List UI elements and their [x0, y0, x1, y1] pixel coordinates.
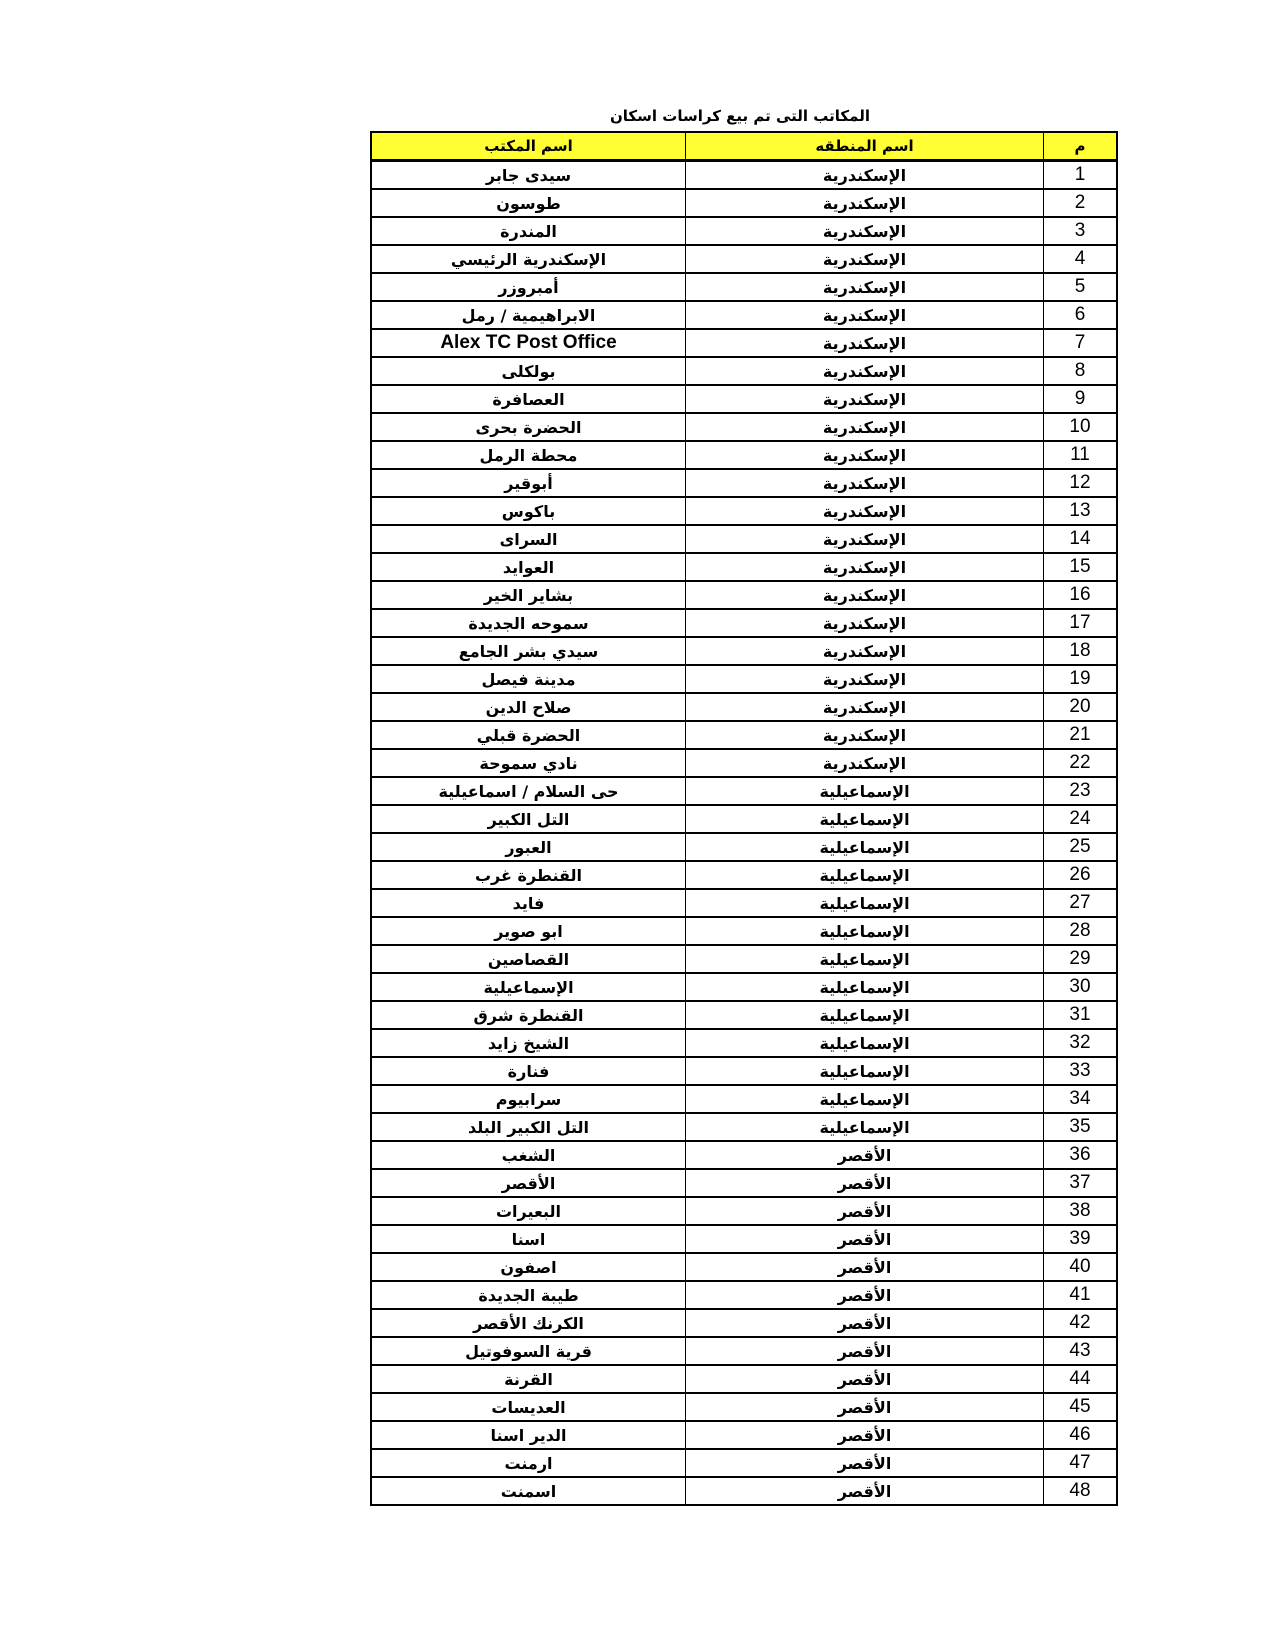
serial-number-cell: 6 — [1044, 301, 1118, 329]
region-name-cell: الإسكندرية — [686, 581, 1044, 609]
serial-number-cell: 30 — [1044, 973, 1118, 1001]
serial-number-cell: 4 — [1044, 245, 1118, 273]
table-row — [371, 497, 1117, 525]
table-row — [371, 637, 1117, 665]
table-row — [371, 1309, 1117, 1337]
table-row — [371, 861, 1117, 889]
region-name-cell: الإسكندرية — [686, 273, 1044, 301]
table-row — [371, 1421, 1117, 1449]
serial-number-cell: 7 — [1044, 329, 1118, 357]
serial-number-cell: 31 — [1044, 1001, 1118, 1029]
table-row — [371, 413, 1117, 441]
region-name-cell: الأقصر — [686, 1141, 1044, 1169]
table-row — [371, 945, 1117, 973]
office-name-cell: سيدي بشر الجامع — [371, 637, 686, 665]
office-name-cell: العوايد — [371, 553, 686, 581]
office-name-cell: مدينة فيصل — [371, 665, 686, 693]
region-name-cell: الأقصر — [686, 1421, 1044, 1449]
serial-number-cell: 35 — [1044, 1113, 1118, 1141]
serial-number-cell: 45 — [1044, 1393, 1118, 1421]
serial-number-cell: 13 — [1044, 497, 1118, 525]
region-name-cell: الإسكندرية — [686, 161, 1044, 190]
table-row — [371, 917, 1117, 945]
region-name-cell: الإسكندرية — [686, 497, 1044, 525]
serial-number-cell: 43 — [1044, 1337, 1118, 1365]
serial-number-cell: 39 — [1044, 1225, 1118, 1253]
region-name-cell: الإسكندرية — [686, 469, 1044, 497]
table-row — [371, 609, 1117, 637]
serial-number-cell: 19 — [1044, 665, 1118, 693]
table-row — [371, 217, 1117, 245]
table-row — [371, 441, 1117, 469]
region-name-cell: الإسماعيلية — [686, 1001, 1044, 1029]
region-name-cell: الأقصر — [686, 1477, 1044, 1505]
office-name-cell: الحضرة قبلي — [371, 721, 686, 749]
serial-number-cell: 10 — [1044, 413, 1118, 441]
serial-number-cell: 47 — [1044, 1449, 1118, 1477]
serial-number-cell: 33 — [1044, 1057, 1118, 1085]
region-name-cell: الإسماعيلية — [686, 777, 1044, 805]
table-row — [371, 1029, 1117, 1057]
office-name-cell: العديسات — [371, 1393, 686, 1421]
region-name-cell: الأقصر — [686, 1365, 1044, 1393]
table-row — [371, 833, 1117, 861]
office-name-cell: قرية السوفوتيل — [371, 1337, 686, 1365]
table-row — [371, 973, 1117, 1001]
table-body — [371, 161, 1117, 1506]
table-row — [371, 357, 1117, 385]
office-name-cell: العبور — [371, 833, 686, 861]
table-row — [371, 889, 1117, 917]
table-row — [371, 721, 1117, 749]
serial-number-cell: 44 — [1044, 1365, 1118, 1393]
table-row — [371, 1365, 1117, 1393]
serial-number-cell: 12 — [1044, 469, 1118, 497]
region-name-cell: الإسكندرية — [686, 413, 1044, 441]
serial-number-cell: 29 — [1044, 945, 1118, 973]
office-name-cell: التل الكبير — [371, 805, 686, 833]
region-name-cell: الإسكندرية — [686, 217, 1044, 245]
office-name-cell: حى السلام / اسماعيلية — [371, 777, 686, 805]
office-name-cell: اسمنت — [371, 1477, 686, 1505]
table-row — [371, 1057, 1117, 1085]
serial-number-cell: 17 — [1044, 609, 1118, 637]
table-row — [371, 693, 1117, 721]
serial-number-cell: 37 — [1044, 1169, 1118, 1197]
header-row — [371, 132, 1117, 161]
office-name-cell: بشاير الخير — [371, 581, 686, 609]
region-name-cell: الإسكندرية — [686, 609, 1044, 637]
office-name-cell: الشيخ زايد — [371, 1029, 686, 1057]
table-row — [371, 1393, 1117, 1421]
office-name-cell: اسنا — [371, 1225, 686, 1253]
serial-number-cell: 11 — [1044, 441, 1118, 469]
serial-number-cell: 23 — [1044, 777, 1118, 805]
region-name-cell: الأقصر — [686, 1337, 1044, 1365]
table-row — [371, 273, 1117, 301]
table-row — [371, 665, 1117, 693]
office-name-cell: أبوقير — [371, 469, 686, 497]
serial-number-cell: 41 — [1044, 1281, 1118, 1309]
region-name-cell: الإسماعيلية — [686, 1057, 1044, 1085]
serial-number-cell: 25 — [1044, 833, 1118, 861]
serial-number-cell: 2 — [1044, 189, 1118, 217]
region-name-cell: الأقصر — [686, 1309, 1044, 1337]
region-name-cell: الإسماعيلية — [686, 973, 1044, 1001]
region-name-cell: الإسماعيلية — [686, 805, 1044, 833]
region-name-cell: الإسكندرية — [686, 525, 1044, 553]
table-row — [371, 1449, 1117, 1477]
office-name-cell: الإسكندرية الرئيسي — [371, 245, 686, 273]
serial-number-cell: 42 — [1044, 1309, 1118, 1337]
region-name-cell: الإسكندرية — [686, 441, 1044, 469]
office-name-cell: اصفون — [371, 1253, 686, 1281]
office-name-cell: ارمنت — [371, 1449, 686, 1477]
office-name-cell: الشغب — [371, 1141, 686, 1169]
table-row — [371, 777, 1117, 805]
office-name-cell: القنطرة غرب — [371, 861, 686, 889]
region-name-cell: الإسكندرية — [686, 553, 1044, 581]
office-name-cell: نادي سموحة — [371, 749, 686, 777]
region-name-cell: الإسماعيلية — [686, 1085, 1044, 1113]
table-row — [371, 189, 1117, 217]
region-name-cell: الإسكندرية — [686, 693, 1044, 721]
table-row — [371, 581, 1117, 609]
region-name-cell: الأقصر — [686, 1225, 1044, 1253]
office-name-cell: بولكلى — [371, 357, 686, 385]
table-row — [371, 1085, 1117, 1113]
region-name-cell: الإسكندرية — [686, 301, 1044, 329]
serial-number-cell: 27 — [1044, 889, 1118, 917]
serial-number-cell: 34 — [1044, 1085, 1118, 1113]
office-name-cell: الأقصر — [371, 1169, 686, 1197]
region-name-cell: الإسكندرية — [686, 721, 1044, 749]
table-row — [371, 1477, 1117, 1505]
serial-number-cell: 14 — [1044, 525, 1118, 553]
region-name-cell: الإسكندرية — [686, 189, 1044, 217]
table-row — [371, 469, 1117, 497]
region-name-cell: الإسكندرية — [686, 329, 1044, 357]
region-name-cell: الأقصر — [686, 1197, 1044, 1225]
region-name-cell: الإسكندرية — [686, 245, 1044, 273]
region-name-cell: الإسماعيلية — [686, 1029, 1044, 1057]
serial-number-cell: 36 — [1044, 1141, 1118, 1169]
office-name-cell: الحضرة بحرى — [371, 413, 686, 441]
office-name-cell: السراى — [371, 525, 686, 553]
office-name-cell: البعيرات — [371, 1197, 686, 1225]
region-name-cell: الأقصر — [686, 1449, 1044, 1477]
serial-number-cell: 16 — [1044, 581, 1118, 609]
office-name-cell: طوسون — [371, 189, 686, 217]
table-row — [371, 1197, 1117, 1225]
table-row — [371, 1281, 1117, 1309]
region-name-cell: الإسماعيلية — [686, 917, 1044, 945]
region-name-cell: الإسكندرية — [686, 637, 1044, 665]
serial-number-cell: 24 — [1044, 805, 1118, 833]
serial-number-cell: 3 — [1044, 217, 1118, 245]
serial-number-cell: 26 — [1044, 861, 1118, 889]
region-name-cell: الإسماعيلية — [686, 889, 1044, 917]
region-name-cell: الإسماعيلية — [686, 861, 1044, 889]
table-row — [371, 385, 1117, 413]
office-name-cell: العصافرة — [371, 385, 686, 413]
office-name-cell: فنارة — [371, 1057, 686, 1085]
office-name-cell: القرنة — [371, 1365, 686, 1393]
office-name-cell: Alex TC Post Office — [371, 329, 686, 357]
serial-number-cell: 32 — [1044, 1029, 1118, 1057]
office-name-cell: صلاح الدين — [371, 693, 686, 721]
office-name-cell: باكوس — [371, 497, 686, 525]
table-row — [371, 1337, 1117, 1365]
header-office-name: اسم المكتب — [371, 132, 686, 161]
table-row — [371, 553, 1117, 581]
office-name-cell: القصاصين — [371, 945, 686, 973]
region-name-cell: الأقصر — [686, 1253, 1044, 1281]
serial-number-cell: 48 — [1044, 1477, 1118, 1505]
table-row — [371, 161, 1117, 190]
office-name-cell: الابراهيمية / رمل — [371, 301, 686, 329]
serial-number-cell: 22 — [1044, 749, 1118, 777]
offices-table — [370, 131, 1118, 1506]
region-name-cell: الأقصر — [686, 1393, 1044, 1421]
header-region-name: اسم المنطقه — [686, 132, 1044, 161]
region-name-cell: الأقصر — [686, 1169, 1044, 1197]
table-row — [371, 245, 1117, 273]
serial-number-cell: 38 — [1044, 1197, 1118, 1225]
region-name-cell: الإسكندرية — [686, 749, 1044, 777]
serial-number-cell: 40 — [1044, 1253, 1118, 1281]
table-row — [371, 301, 1117, 329]
serial-number-cell: 18 — [1044, 637, 1118, 665]
office-name-cell: محطة الرمل — [371, 441, 686, 469]
table-row — [371, 329, 1117, 357]
region-name-cell: الأقصر — [686, 1281, 1044, 1309]
serial-number-cell: 46 — [1044, 1421, 1118, 1449]
office-name-cell: المندرة — [371, 217, 686, 245]
serial-number-cell: 9 — [1044, 385, 1118, 413]
table-row — [371, 1141, 1117, 1169]
serial-number-cell: 21 — [1044, 721, 1118, 749]
office-name-cell: طيبة الجديدة — [371, 1281, 686, 1309]
office-name-cell: القنطرة شرق — [371, 1001, 686, 1029]
office-name-cell: الدير اسنا — [371, 1421, 686, 1449]
serial-number-cell: 15 — [1044, 553, 1118, 581]
region-name-cell: الإسماعيلية — [686, 1113, 1044, 1141]
table-row — [371, 1253, 1117, 1281]
region-name-cell: الإسكندرية — [686, 665, 1044, 693]
serial-number-cell: 1 — [1044, 161, 1118, 190]
office-name-cell: سيدى جابر — [371, 161, 686, 190]
serial-number-cell: 28 — [1044, 917, 1118, 945]
serial-number-cell: 8 — [1044, 357, 1118, 385]
table-row — [371, 1225, 1117, 1253]
table-row — [371, 1001, 1117, 1029]
office-name-cell: الكرنك الأقصر — [371, 1309, 686, 1337]
office-name-cell: سموحه الجديدة — [371, 609, 686, 637]
region-name-cell: الإسكندرية — [686, 385, 1044, 413]
region-name-cell: الإسماعيلية — [686, 945, 1044, 973]
table-row — [371, 525, 1117, 553]
region-name-cell: الإسكندرية — [686, 357, 1044, 385]
office-name-cell: ابو صوير — [371, 917, 686, 945]
office-name-cell: التل الكبير البلد — [371, 1113, 686, 1141]
table-row — [371, 1169, 1117, 1197]
office-name-cell: الإسماعيلية — [371, 973, 686, 1001]
office-name-cell: فايد — [371, 889, 686, 917]
region-name-cell: الإسماعيلية — [686, 833, 1044, 861]
office-name-cell: سرابيوم — [371, 1085, 686, 1113]
serial-number-cell: 20 — [1044, 693, 1118, 721]
table-row — [371, 1113, 1117, 1141]
header-serial-number: م — [1044, 132, 1118, 161]
table-row — [371, 749, 1117, 777]
serial-number-cell: 5 — [1044, 273, 1118, 301]
document-title: المكاتب التى تم بيع كراسات اسكان — [610, 107, 870, 125]
office-name-cell: أمبروزر — [371, 273, 686, 301]
table-row — [371, 805, 1117, 833]
